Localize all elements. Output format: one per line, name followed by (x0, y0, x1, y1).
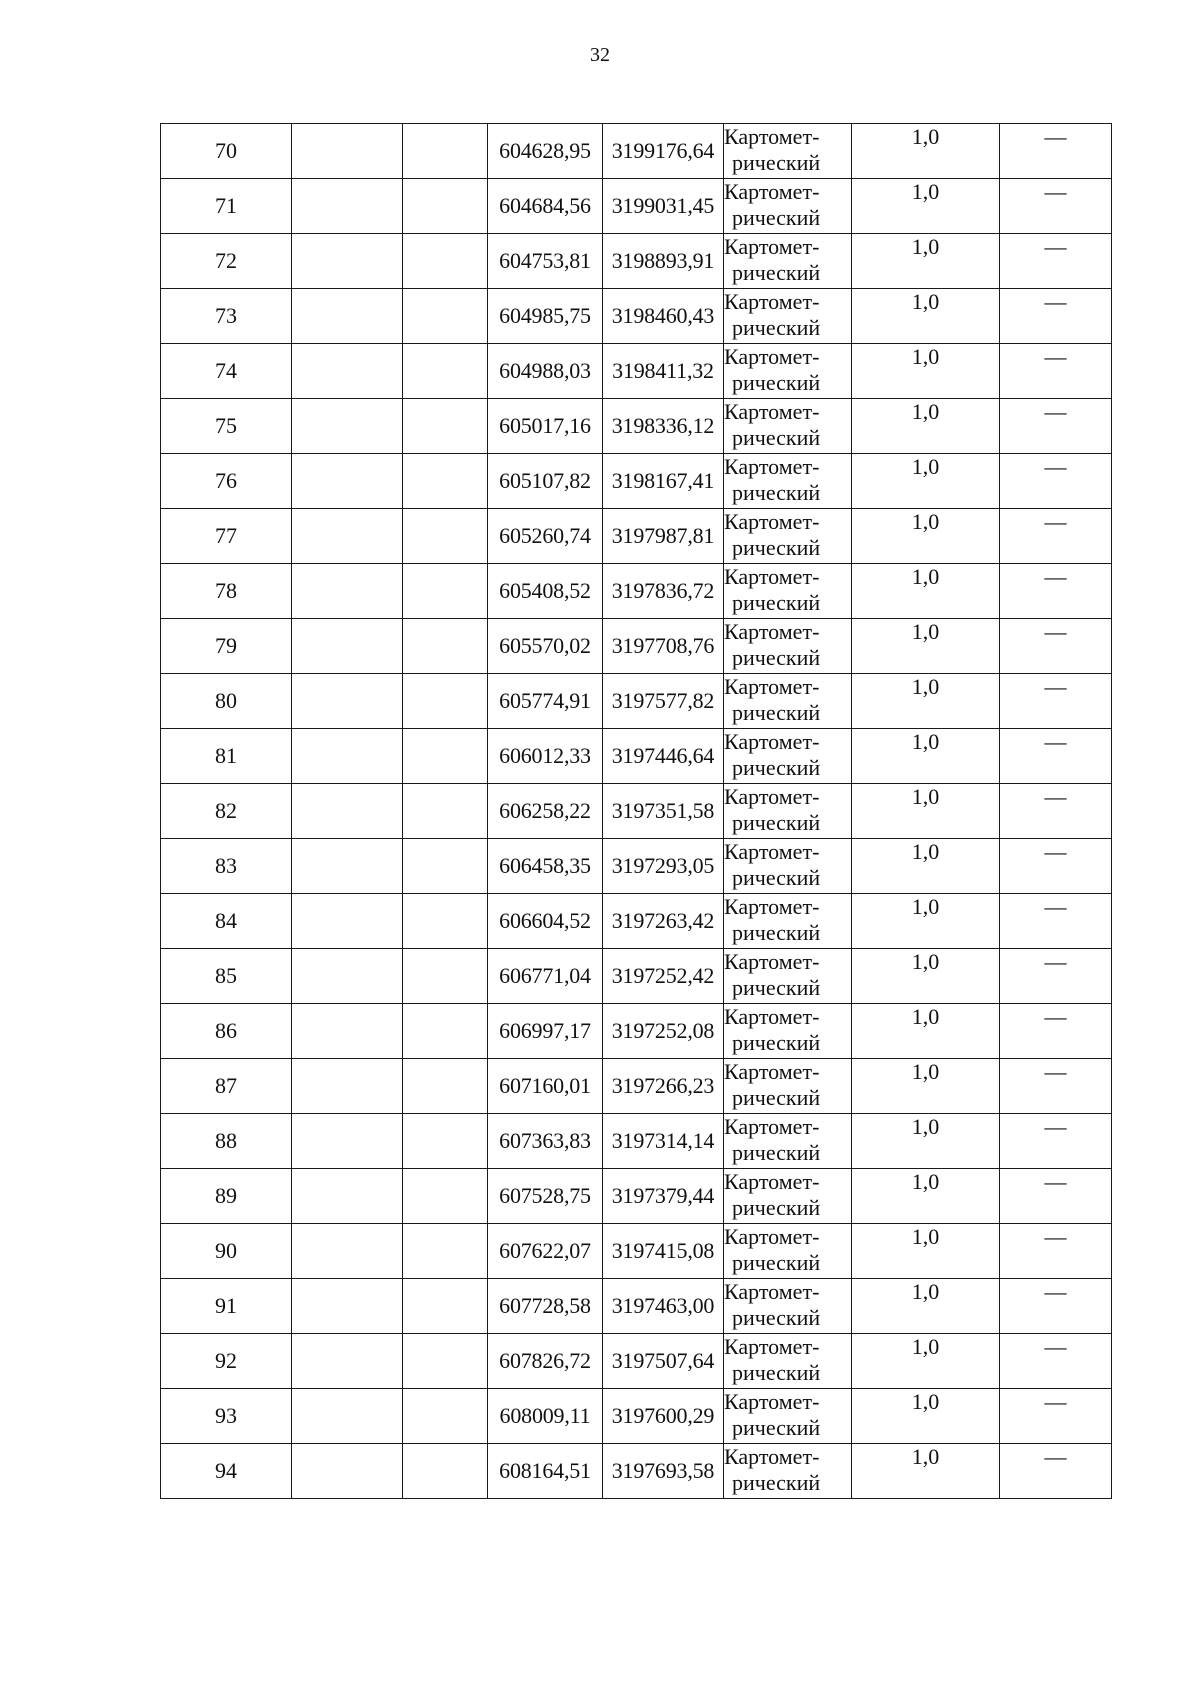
note-cell: — (1000, 619, 1112, 674)
error-cell: 1,0 (852, 1224, 1000, 1279)
method-cell (724, 124, 852, 179)
x-coordinate-cell: 605570,02 (488, 619, 603, 674)
empty-cell (292, 1334, 403, 1389)
note-cell: — (1000, 1279, 1112, 1334)
method-cell (724, 784, 852, 839)
y-coordinate-cell: 3197836,72 (603, 564, 724, 619)
empty-cell (403, 674, 488, 729)
table-row (161, 674, 1112, 729)
method-line-1: Картомет- (724, 344, 820, 369)
point-number-cell: 86 (161, 1004, 292, 1059)
point-number-cell: 75 (161, 399, 292, 454)
empty-cell (292, 454, 403, 509)
error-cell: 1,0 (852, 949, 1000, 1004)
y-coordinate-cell: 3197293,05 (603, 839, 724, 894)
empty-cell (292, 1059, 403, 1114)
y-coordinate-cell: 3199176,64 (603, 124, 724, 179)
point-number-cell: 88 (161, 1114, 292, 1169)
empty-cell (403, 1169, 488, 1224)
note-cell: — (1000, 949, 1112, 1004)
empty-cell (292, 1444, 403, 1499)
empty-cell (403, 399, 488, 454)
empty-cell (403, 894, 488, 949)
method-line-2: рический (732, 1030, 821, 1055)
error-cell: 1,0 (852, 1389, 1000, 1444)
point-number-cell: 78 (161, 564, 292, 619)
note-cell: — (1000, 509, 1112, 564)
method-line-2: рический (732, 1250, 821, 1275)
empty-cell (403, 1444, 488, 1499)
y-coordinate-cell: 3197507,64 (603, 1334, 724, 1389)
table-row (161, 564, 1112, 619)
table-row (161, 1279, 1112, 1334)
empty-cell (292, 894, 403, 949)
empty-cell (403, 454, 488, 509)
method-line-1: Картомет- (724, 564, 820, 589)
note-cell: — (1000, 674, 1112, 729)
method-cell (724, 1169, 852, 1224)
method-line-1: Картомет- (724, 1334, 820, 1359)
note-cell: — (1000, 1334, 1112, 1389)
method-cell (724, 179, 852, 234)
method-cell (724, 949, 852, 1004)
empty-cell (292, 1224, 403, 1279)
x-coordinate-cell: 606012,33 (488, 729, 603, 784)
table-row (161, 179, 1112, 234)
method-cell (724, 619, 852, 674)
y-coordinate-cell: 3197263,42 (603, 894, 724, 949)
empty-cell (292, 1169, 403, 1224)
point-number-cell: 83 (161, 839, 292, 894)
error-cell: 1,0 (852, 454, 1000, 509)
x-coordinate-cell: 604684,56 (488, 179, 603, 234)
method-line-2: рический (732, 260, 821, 285)
method-line-2: рический (732, 590, 821, 615)
table-row (161, 1114, 1112, 1169)
method-line-1: Картомет- (724, 894, 820, 919)
method-line-1: Картомет- (724, 1389, 820, 1414)
empty-cell (403, 729, 488, 784)
error-cell: 1,0 (852, 1004, 1000, 1059)
error-cell: 1,0 (852, 1334, 1000, 1389)
empty-cell (403, 1114, 488, 1169)
method-line-1: Картомет- (724, 1169, 820, 1194)
error-cell: 1,0 (852, 289, 1000, 344)
y-coordinate-cell: 3197266,23 (603, 1059, 724, 1114)
method-line-1: Картомет- (724, 399, 820, 424)
y-coordinate-cell: 3197351,58 (603, 784, 724, 839)
method-cell (724, 234, 852, 289)
note-cell: — (1000, 894, 1112, 949)
point-number-cell: 92 (161, 1334, 292, 1389)
method-line-2: рический (732, 1470, 821, 1495)
point-number-cell: 70 (161, 124, 292, 179)
method-cell (724, 454, 852, 509)
empty-cell (403, 1004, 488, 1059)
note-cell: — (1000, 124, 1112, 179)
method-cell (724, 289, 852, 344)
method-cell (724, 894, 852, 949)
method-line-1: Картомет- (724, 179, 820, 204)
note-cell: — (1000, 784, 1112, 839)
method-line-1: Картомет- (724, 1224, 820, 1249)
point-number-cell: 76 (161, 454, 292, 509)
point-number-cell: 85 (161, 949, 292, 1004)
x-coordinate-cell: 604985,75 (488, 289, 603, 344)
method-line-2: рический (732, 975, 821, 1000)
error-cell: 1,0 (852, 1169, 1000, 1224)
method-line-2: рический (732, 425, 821, 450)
empty-cell (292, 344, 403, 399)
empty-cell (403, 1389, 488, 1444)
empty-cell (403, 1279, 488, 1334)
table-row (161, 1004, 1112, 1059)
y-coordinate-cell: 3199031,45 (603, 179, 724, 234)
method-line-2: рический (732, 1195, 821, 1220)
empty-cell (292, 124, 403, 179)
method-line-2: рический (732, 700, 821, 725)
x-coordinate-cell: 606997,17 (488, 1004, 603, 1059)
error-cell: 1,0 (852, 1114, 1000, 1169)
error-cell: 1,0 (852, 344, 1000, 399)
method-line-2: рический (732, 645, 821, 670)
method-line-2: рический (732, 1140, 821, 1165)
method-line-2: рический (732, 920, 821, 945)
method-cell (724, 729, 852, 784)
point-number-cell: 77 (161, 509, 292, 564)
empty-cell (403, 179, 488, 234)
method-line-1: Картомет- (724, 1004, 820, 1029)
empty-cell (403, 234, 488, 289)
table-row (161, 1334, 1112, 1389)
table-row (161, 234, 1112, 289)
error-cell: 1,0 (852, 894, 1000, 949)
point-number-cell: 74 (161, 344, 292, 399)
empty-cell (292, 289, 403, 344)
method-cell (724, 839, 852, 894)
x-coordinate-cell: 604753,81 (488, 234, 603, 289)
empty-cell (292, 949, 403, 1004)
point-number-cell: 94 (161, 1444, 292, 1499)
x-coordinate-cell: 607160,01 (488, 1059, 603, 1114)
error-cell: 1,0 (852, 234, 1000, 289)
empty-cell (292, 729, 403, 784)
note-cell: — (1000, 289, 1112, 344)
y-coordinate-cell: 3197987,81 (603, 509, 724, 564)
method-line-1: Картомет- (724, 1059, 820, 1084)
method-cell (724, 1279, 852, 1334)
table-row (161, 1389, 1112, 1444)
empty-cell (292, 619, 403, 674)
y-coordinate-cell: 3198460,43 (603, 289, 724, 344)
table-body (161, 124, 1112, 1499)
empty-cell (292, 399, 403, 454)
method-line-1: Картомет- (724, 729, 820, 754)
empty-cell (403, 564, 488, 619)
table-row (161, 1444, 1112, 1499)
empty-cell (292, 1279, 403, 1334)
method-line-2: рический (732, 1305, 821, 1330)
error-cell: 1,0 (852, 1059, 1000, 1114)
empty-cell (403, 124, 488, 179)
coordinates-table (160, 123, 1112, 1499)
table-row (161, 839, 1112, 894)
x-coordinate-cell: 605017,16 (488, 399, 603, 454)
table-row (161, 1169, 1112, 1224)
table-row (161, 124, 1112, 179)
method-line-1: Картомет- (724, 784, 820, 809)
note-cell: — (1000, 399, 1112, 454)
method-cell (724, 1059, 852, 1114)
note-cell: — (1000, 179, 1112, 234)
x-coordinate-cell: 607363,83 (488, 1114, 603, 1169)
method-line-1: Картомет- (724, 454, 820, 479)
note-cell: — (1000, 454, 1112, 509)
empty-cell (292, 1004, 403, 1059)
point-number-cell: 91 (161, 1279, 292, 1334)
y-coordinate-cell: 3198336,12 (603, 399, 724, 454)
method-cell (724, 344, 852, 399)
method-line-1: Картомет- (724, 509, 820, 534)
method-line-1: Картомет- (724, 949, 820, 974)
note-cell: — (1000, 1224, 1112, 1279)
empty-cell (403, 619, 488, 674)
x-coordinate-cell: 606604,52 (488, 894, 603, 949)
table-row (161, 1059, 1112, 1114)
note-cell: — (1000, 1004, 1112, 1059)
note-cell: — (1000, 344, 1112, 399)
table-row (161, 509, 1112, 564)
x-coordinate-cell: 606458,35 (488, 839, 603, 894)
method-line-1: Картомет- (724, 124, 820, 149)
note-cell: — (1000, 1169, 1112, 1224)
method-line-1: Картомет- (724, 1444, 820, 1469)
method-line-1: Картомет- (724, 234, 820, 259)
error-cell: 1,0 (852, 1279, 1000, 1334)
point-number-cell: 87 (161, 1059, 292, 1114)
method-line-2: рический (732, 315, 821, 340)
method-line-2: рический (732, 150, 821, 175)
x-coordinate-cell: 607622,07 (488, 1224, 603, 1279)
y-coordinate-cell: 3197252,08 (603, 1004, 724, 1059)
x-coordinate-cell: 607728,58 (488, 1279, 603, 1334)
table-row (161, 399, 1112, 454)
table-row (161, 454, 1112, 509)
empty-cell (292, 674, 403, 729)
method-line-2: рический (732, 205, 821, 230)
y-coordinate-cell: 3197693,58 (603, 1444, 724, 1499)
error-cell: 1,0 (852, 1444, 1000, 1499)
x-coordinate-cell: 605408,52 (488, 564, 603, 619)
empty-cell (403, 344, 488, 399)
error-cell: 1,0 (852, 509, 1000, 564)
error-cell: 1,0 (852, 674, 1000, 729)
table-row (161, 729, 1112, 784)
point-number-cell: 71 (161, 179, 292, 234)
y-coordinate-cell: 3197446,64 (603, 729, 724, 784)
method-cell (724, 1444, 852, 1499)
point-number-cell: 81 (161, 729, 292, 784)
method-line-2: рический (732, 480, 821, 505)
error-cell: 1,0 (852, 729, 1000, 784)
y-coordinate-cell: 3197252,42 (603, 949, 724, 1004)
empty-cell (403, 1059, 488, 1114)
x-coordinate-cell: 607528,75 (488, 1169, 603, 1224)
method-cell (724, 1114, 852, 1169)
method-line-1: Картомет- (724, 289, 820, 314)
empty-cell (403, 949, 488, 1004)
error-cell: 1,0 (852, 399, 1000, 454)
point-number-cell: 73 (161, 289, 292, 344)
empty-cell (292, 509, 403, 564)
empty-cell (403, 1334, 488, 1389)
y-coordinate-cell: 3197415,08 (603, 1224, 724, 1279)
empty-cell (292, 839, 403, 894)
point-number-cell: 89 (161, 1169, 292, 1224)
error-cell: 1,0 (852, 784, 1000, 839)
x-coordinate-cell: 608009,11 (488, 1389, 603, 1444)
x-coordinate-cell: 607826,72 (488, 1334, 603, 1389)
method-cell (724, 564, 852, 619)
point-number-cell: 90 (161, 1224, 292, 1279)
method-line-2: рический (732, 535, 821, 560)
method-cell (724, 1004, 852, 1059)
x-coordinate-cell: 605107,82 (488, 454, 603, 509)
y-coordinate-cell: 3197314,14 (603, 1114, 724, 1169)
error-cell: 1,0 (852, 564, 1000, 619)
note-cell: — (1000, 234, 1112, 289)
x-coordinate-cell: 604988,03 (488, 344, 603, 399)
method-line-1: Картомет- (724, 1279, 820, 1304)
method-line-2: рический (732, 1415, 821, 1440)
point-number-cell: 72 (161, 234, 292, 289)
note-cell: — (1000, 564, 1112, 619)
empty-cell (292, 234, 403, 289)
note-cell: — (1000, 1114, 1112, 1169)
page-number: 32 (590, 44, 610, 66)
point-number-cell: 80 (161, 674, 292, 729)
point-number-cell: 79 (161, 619, 292, 674)
method-line-2: рический (732, 1360, 821, 1385)
table-row (161, 894, 1112, 949)
y-coordinate-cell: 3197379,44 (603, 1169, 724, 1224)
method-line-1: Картомет- (724, 619, 820, 644)
x-coordinate-cell: 604628,95 (488, 124, 603, 179)
empty-cell (403, 839, 488, 894)
table-row (161, 289, 1112, 344)
method-cell (724, 1389, 852, 1444)
error-cell: 1,0 (852, 619, 1000, 674)
method-cell (724, 1224, 852, 1279)
table-row (161, 619, 1112, 674)
error-cell: 1,0 (852, 839, 1000, 894)
empty-cell (292, 1389, 403, 1444)
method-line-2: рический (732, 1085, 821, 1110)
method-line-2: рический (732, 865, 821, 890)
method-line-2: рический (732, 755, 821, 780)
empty-cell (292, 1114, 403, 1169)
note-cell: — (1000, 729, 1112, 784)
x-coordinate-cell: 606258,22 (488, 784, 603, 839)
y-coordinate-cell: 3198893,91 (603, 234, 724, 289)
method-line-1: Картомет- (724, 674, 820, 699)
table-row (161, 784, 1112, 839)
table-row (161, 344, 1112, 399)
y-coordinate-cell: 3197600,29 (603, 1389, 724, 1444)
y-coordinate-cell: 3197708,76 (603, 619, 724, 674)
method-cell (724, 674, 852, 729)
x-coordinate-cell: 608164,51 (488, 1444, 603, 1499)
note-cell: — (1000, 839, 1112, 894)
note-cell: — (1000, 1389, 1112, 1444)
point-number-cell: 84 (161, 894, 292, 949)
error-cell: 1,0 (852, 124, 1000, 179)
note-cell: — (1000, 1444, 1112, 1499)
table-row (161, 949, 1112, 1004)
error-cell: 1,0 (852, 179, 1000, 234)
table-row (161, 1224, 1112, 1279)
x-coordinate-cell: 605774,91 (488, 674, 603, 729)
x-coordinate-cell: 606771,04 (488, 949, 603, 1004)
empty-cell (403, 289, 488, 344)
method-cell (724, 399, 852, 454)
method-cell (724, 1334, 852, 1389)
method-line-1: Картомет- (724, 839, 820, 864)
y-coordinate-cell: 3197463,00 (603, 1279, 724, 1334)
empty-cell (403, 784, 488, 839)
y-coordinate-cell: 3198167,41 (603, 454, 724, 509)
method-line-2: рический (732, 370, 821, 395)
point-number-cell: 82 (161, 784, 292, 839)
note-cell: — (1000, 1059, 1112, 1114)
method-line-1: Картомет- (724, 1114, 820, 1139)
empty-cell (292, 564, 403, 619)
method-cell (724, 509, 852, 564)
empty-cell (292, 784, 403, 839)
empty-cell (292, 179, 403, 234)
point-number-cell: 93 (161, 1389, 292, 1444)
x-coordinate-cell: 605260,74 (488, 509, 603, 564)
y-coordinate-cell: 3197577,82 (603, 674, 724, 729)
y-coordinate-cell: 3198411,32 (603, 344, 724, 399)
empty-cell (403, 509, 488, 564)
empty-cell (403, 1224, 488, 1279)
method-line-2: рический (732, 810, 821, 835)
